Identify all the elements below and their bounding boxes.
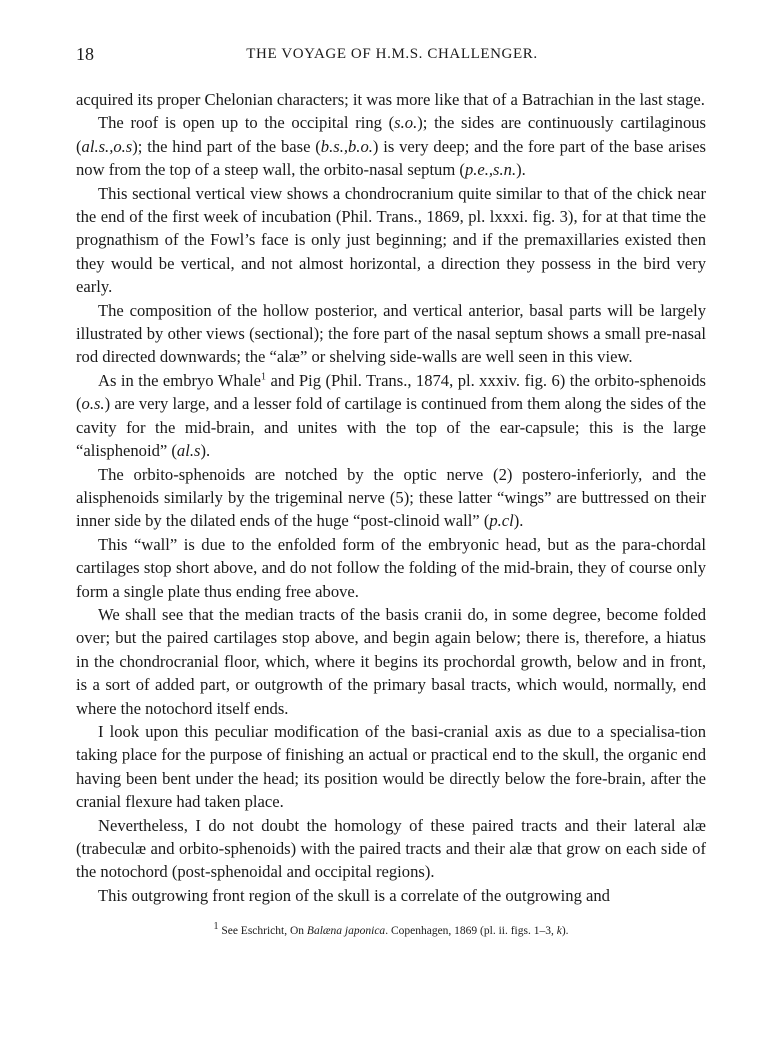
page-number: 18 [76,44,94,64]
paragraph: The orbito-sphenoids are notched by the optic nerve (2) postero-inferiorly, and the alisphenoids similarly by the trigeminal nerve (5); these latter “wings” are buttressed on their inner side by the dilated ends of the huge “post-clinoid wall” (p.cl). [76,464,706,531]
paragraph: As in the embryo Whale$^1$ and Pig (Phil. Trans., 1874, pl. xxxiv. fig. 6) the orbito-sphenoids (o.s.) are very large, and a lesser fold of cartilage is continued from them along the sides of the cavity for the mid-brain, and unites with the top of the ear-capsule; this is the large “alisphenoid” (al.s). [76,370,706,461]
footnote-text-end: ). [561,925,569,937]
running-title: THE VOYAGE OF H.M.S. CHALLENGER. [246,46,538,62]
paragraph: The roof is open up to the occipital ring (s.o.); the sides are continuously cartilaginous (al.s.,o.s); the hind part of the base (b.s.,b.o.) is very deep; and the fore part of the base arises now from the top of a steep wall, the orbito-nasal septum (p.e.,s.n.). [76,113,707,180]
footnote-figure-letter: k [556,925,562,937]
footnote [76,921,706,939]
page-header [76,44,708,68]
paragraph: We shall see that the median tracts of the basis cranii do, in some degree, become folded over; but the paired cartilages stop above, and begin again below; there is, therefore, a hiatus in the chondrocranial floor, which, where it begins its prochordal growth, below and in front, is a sort of added part, or outgrowth of the primary basal tracts, which would, normally, end where the notochord itself ends. [76,604,706,718]
paragraph: acquired its proper Chelonian characters; it was more like that of a Batrachian in the last stage. [76,90,705,109]
body-text [76,88,706,907]
footnote-work-title: Balæna japonica [306,925,386,937]
paragraph: Nevertheless, I do not doubt the homology of these paired tracts and their lateral alæ (trabeculæ and orbito-sphenoids) with the paired tracts and their alæ that grow on each side of the notochord (post-sphenoidal and occipital regions). [76,815,706,882]
paragraph: I look upon this peculiar modification of the basi-cranial axis as due to a specialisa-tion taking place for the purpose of finishing an actual or practical end to the skull, the organic end having been bent under the head; its position would be directly below the fore-brain, after the cranial flexure had taken place. [76,721,706,812]
paragraph: The composition of the hollow posterior, and vertical anterior, basal parts will be largely illustrated by other views (sectional); the fore part of the nasal septum shows a small pre-nasal rod directed downwards; the “alæ” or shelving side-walls are well seen in this view. [76,300,706,367]
paragraph: This sectional vertical view shows a chondrocranium quite similar to that of the chick near the end of the first week of incubation (Phil. Trans., 1869, pl. lxxxi. fig. 3), for at that time the prognathism of the Fowl’s face is only just beginning; and if the premaxillaries existed then they would be vertical, and not almost horizontal, a direction they possess in the bird very early. [76,183,706,297]
footnote-marker: 1 [213,921,219,933]
footnote-text-before: See Eschricht, On [218,925,307,937]
paragraph: This “wall” is due to the enfolded form of the embryonic head, but as the para-chordal cartilages stop short above, and do not follow the folding of the mid-brain, they of course only form a single plate thus ending free above. [76,534,706,601]
paragraph: This outgrowing front region of the skull is a correlate of the outgrowing and [98,885,610,905]
footnote-text-after: . Copenhagen, 1869 (pl. ii. figs. 1–3, [385,925,557,937]
